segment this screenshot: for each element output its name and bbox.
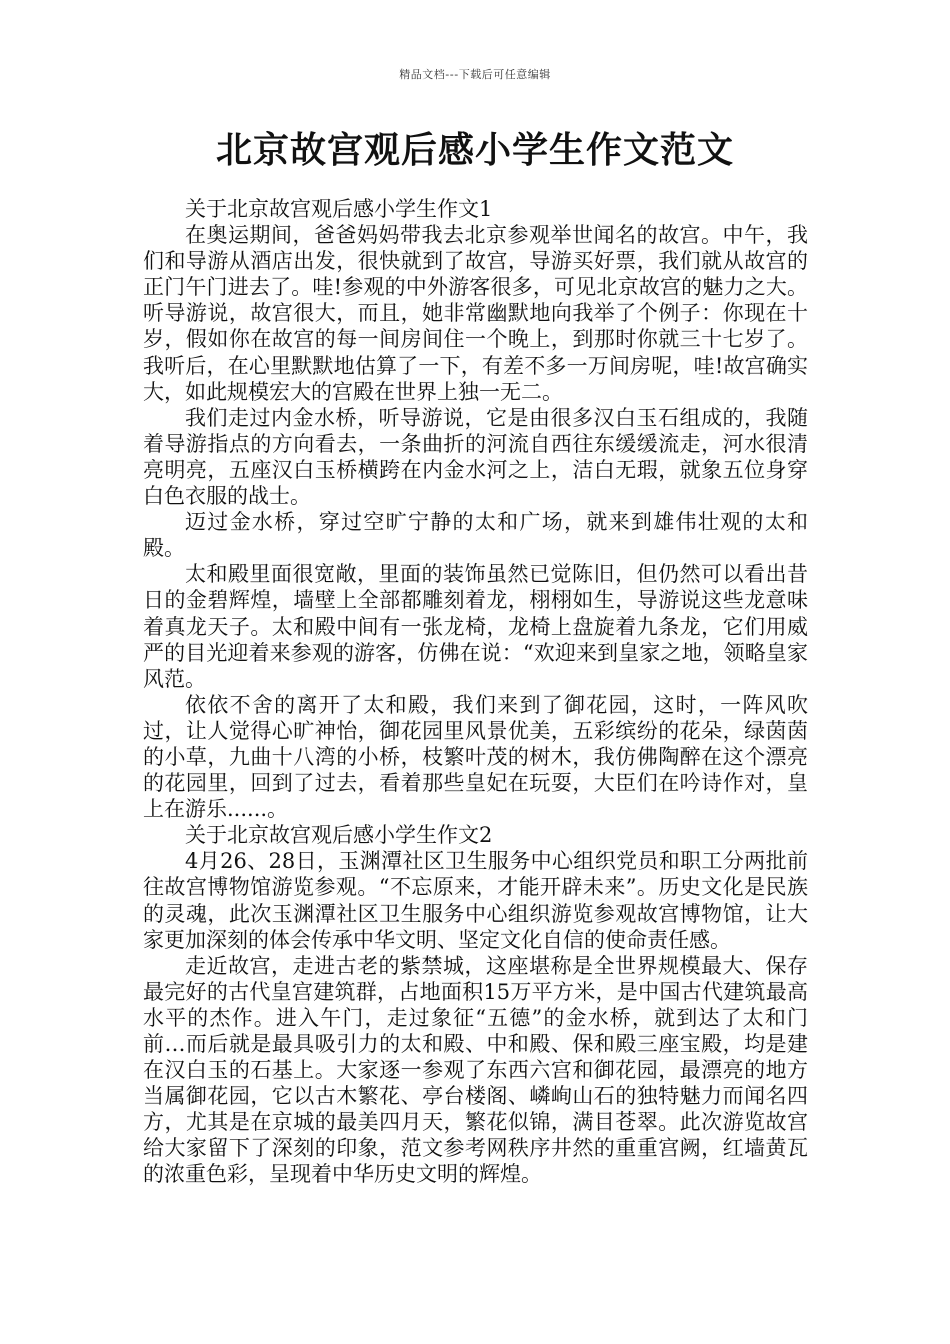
document-body xyxy=(143,196,808,1188)
paragraph: 4月26、28日，玉渊潭社区卫生服务中心组织党员和职工分两批前往故宫博物馆游览参观。“不忘原来，才能开辟未来”。历史文化是民族的灵魂，此次玉渊潭社区卫生服务中心组织游览参观故宫博物馆，让大家更加深刻的体会传承中华文明、坚定文化自信的使命责任感。 xyxy=(143,849,808,952)
paragraph: 在奥运期间，爸爸妈妈带我去北京参观举世闻名的故宫。中午，我们和导游从酒店出发，很快就到了故宫，导游买好票，我们就从故宫的正门午门进去了。哇!参观的中外游客很多，可见北京故宫的魅力之大。听导游说，故宫很大，而且，她非常幽默地向我举了个例子：你现在十岁，假如你在故宫的每一间房间住一个晚上，到那时你就三十七岁了。我听后，在心里默默地估算了一下，有差不多一万间房呢，哇!故宫确实大，如此规模宏大的宫殿在世界上独一无二。 xyxy=(143,223,808,404)
paragraph: 走近故宫，走进古老的紫禁城，这座堪称是全世界规模最大、保存最完好的古代皇宫建筑群，占地面积15万平方米，是中国古代建筑最高水平的杰作。进入午门，走过象征“五德”的金水桥，就到达了太和门前…而后就是最具吸引力的太和殿、中和殿、保和殿三座宝殿，均是建在汉白玉的石基上。大家逐一参观了东西六宫和御花园，最漂亮的地方当属御花园，它以古木繁花、亭台楼阁、嶙峋山石的独特魅力而闻名四方，尤其是在京城的最美四月天，繁花似锦，满目苍翠。此次游览故宫给大家留下了深刻的印象，范文参考网秩序井然的重重宫阙，红墙黄瓦的浓重色彩，呈现着中华历史文明的辉煌。 xyxy=(143,953,808,1187)
paragraph: 依依不舍的离开了太和殿，我们来到了御花园，这时，一阵风吹过，让人觉得心旷神怡，御花园里风景优美，五彩缤纷的花朵，绿茵茵的小草，九曲十八湾的小桥，枝繁叶茂的树木，我仿佛陶醉在这个漂亮的花园里，回到了过去，看着那些皇妃在玩耍，大臣们在吟诗作对，皇上在游乐......。 xyxy=(143,692,808,822)
paragraph: 我们走过内金水桥，听导游说，它是由很多汉白玉石组成的，我随着导游指点的方向看去，一条曲折的河流自西往东缓缓流走，河水很清亮明亮，五座汉白玉桥横跨在内金水河之上，洁白无瑕，就象五位身穿白色衣服的战士。 xyxy=(143,405,808,509)
paragraph: 迈过金水桥，穿过空旷宁静的太和广场，就来到雄伟壮观的太和殿。 xyxy=(143,510,808,561)
section-heading-1: 关于北京故宫观后感小学生作文1 xyxy=(185,197,493,221)
section-heading-2: 关于北京故宫观后感小学生作文2 xyxy=(185,823,493,848)
paragraph: 太和殿里面很宽敞，里面的装饰虽然已觉陈旧，但仍然可以看出昔日的金碧辉煌，墙壁上全部都雕刻着龙，栩栩如生，导游说这些龙意味着真龙天子。太和殿中间有一张龙椅，龙椅上盘旋着九条龙，它们用威严的目光迎着来参观的游客，仿佛在说：“欢迎来到皇家之地，领略皇家风范。 xyxy=(143,562,808,691)
document-title: 北京故宫观后感小学生作文范文 xyxy=(215,130,734,171)
header-note: 精品文档---下载后可任意编辑 xyxy=(399,68,551,81)
